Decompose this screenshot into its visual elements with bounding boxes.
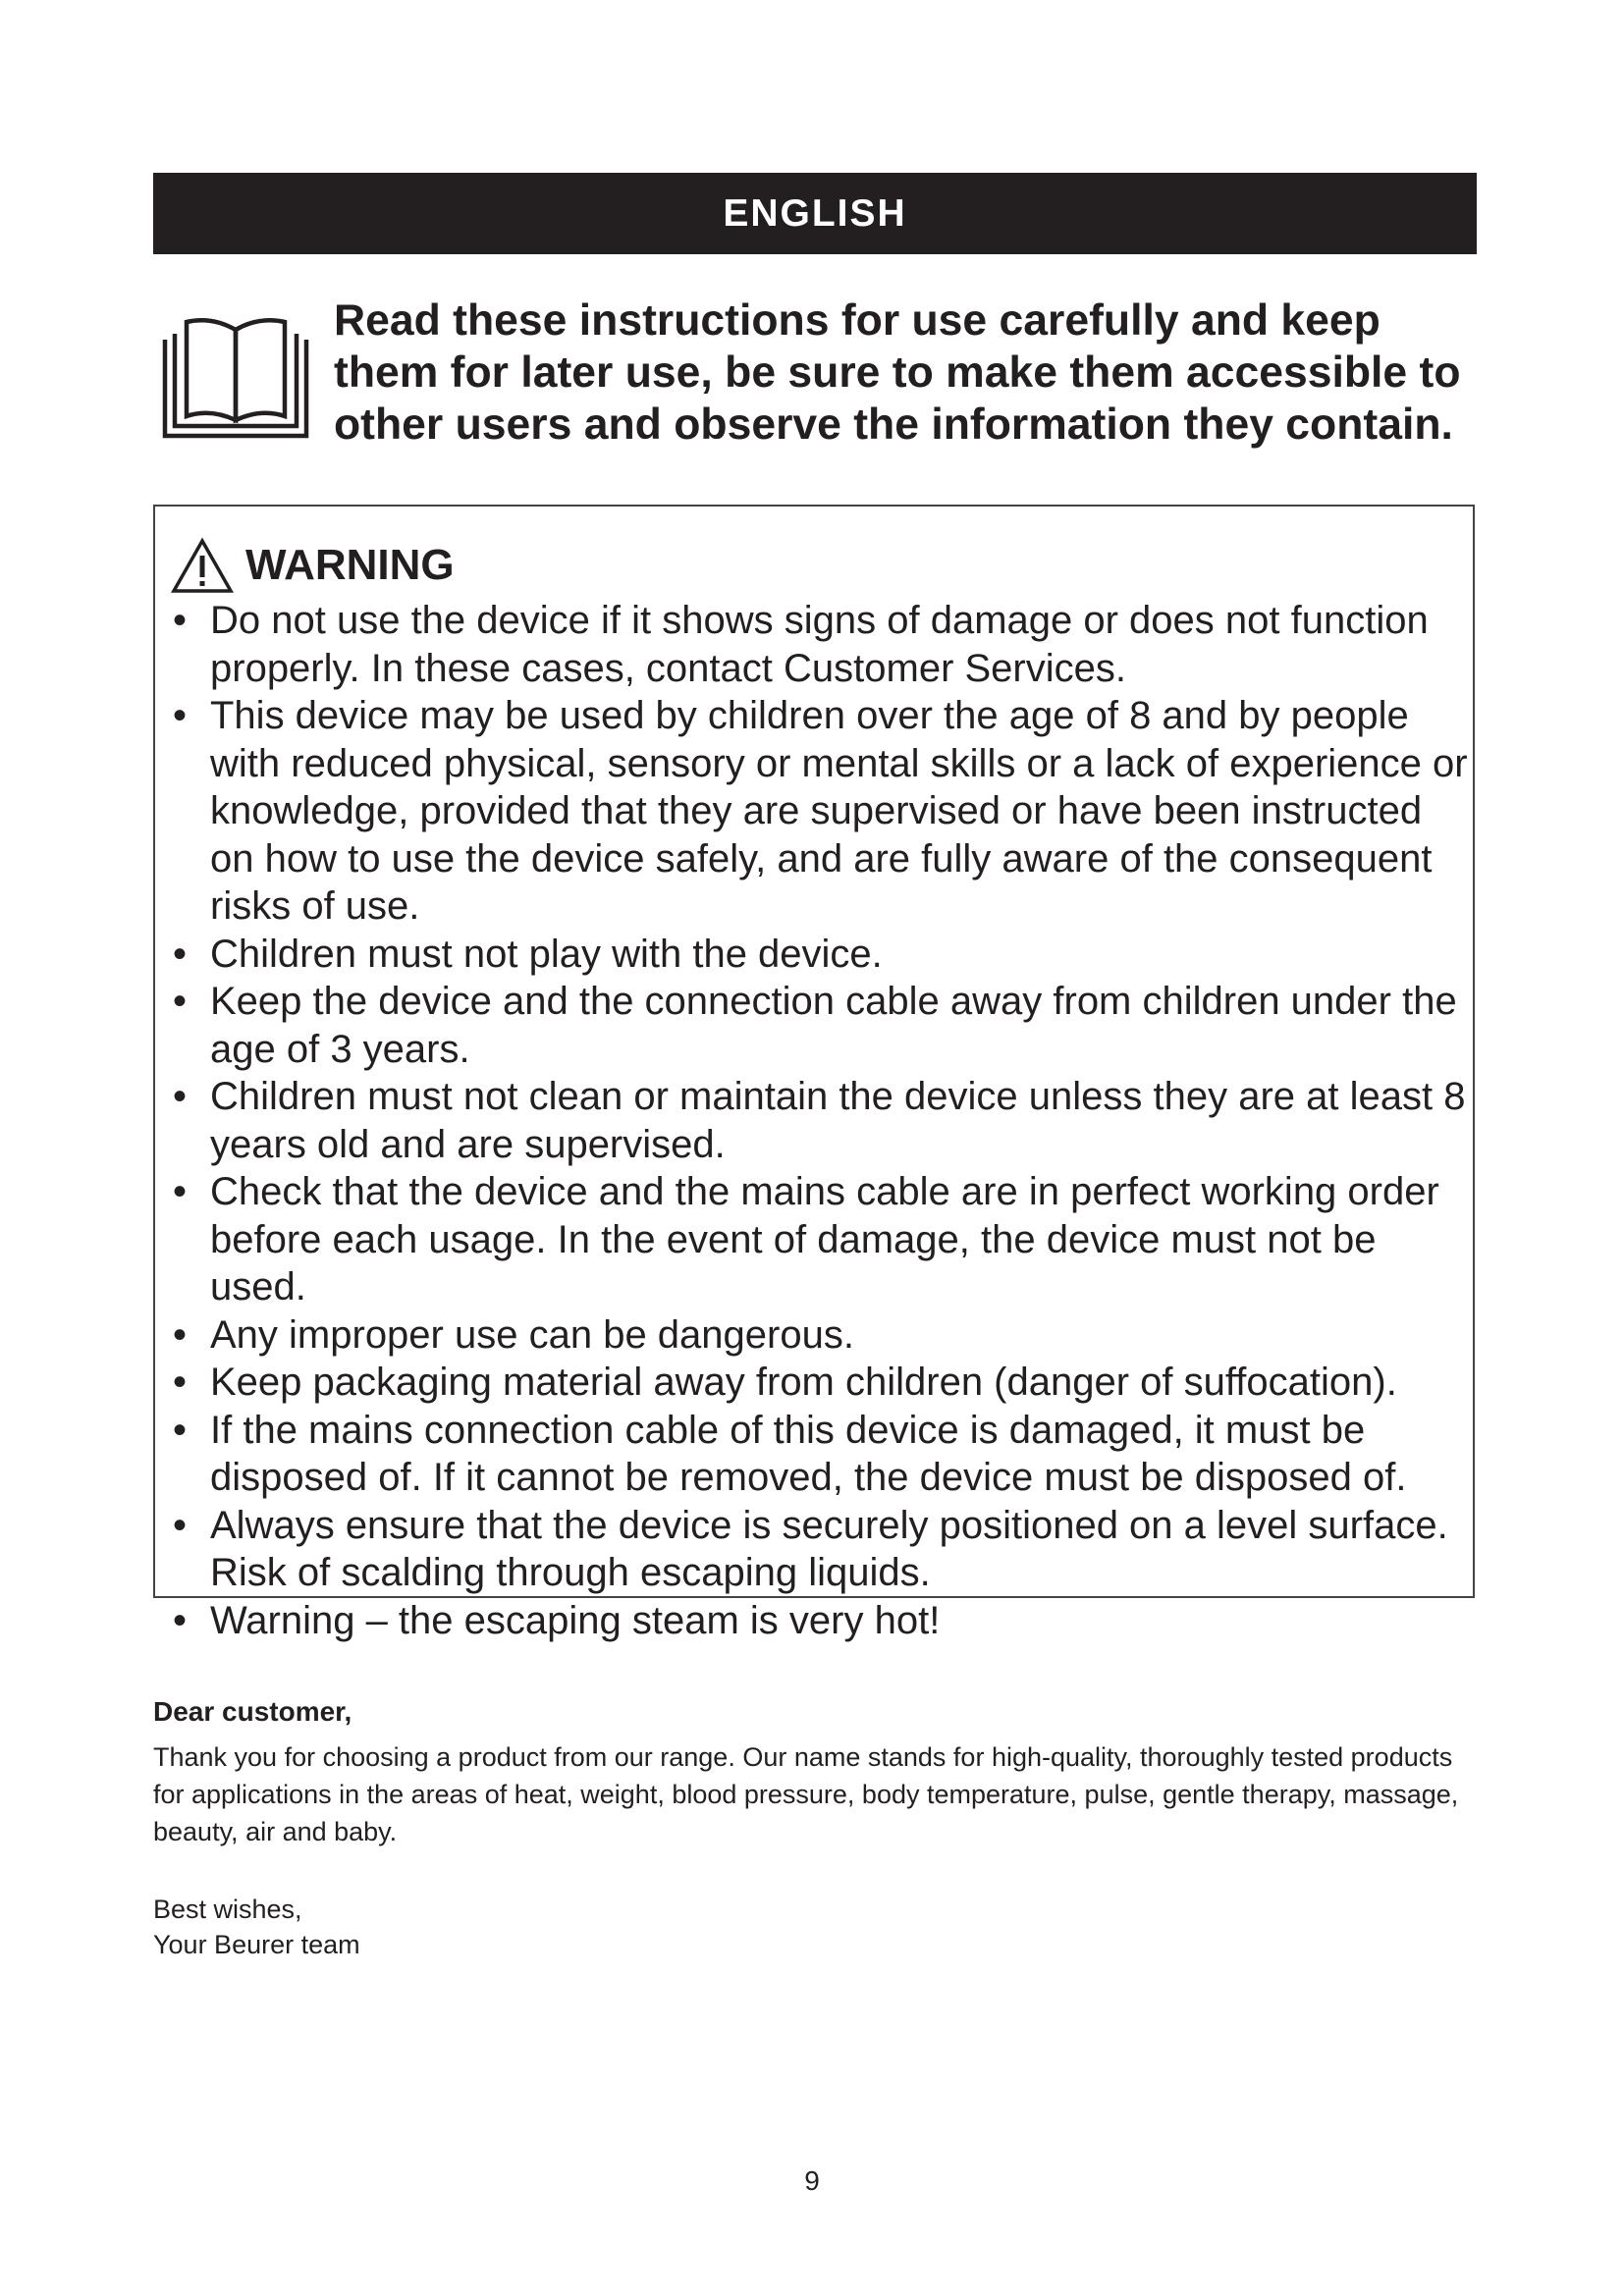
bullet-icon: • [173, 1503, 188, 1547]
bullet-icon: • [173, 1361, 188, 1404]
warning-header [171, 536, 455, 595]
warning-item [169, 597, 1475, 692]
language-banner [153, 173, 1477, 254]
warning-title: WARNING [245, 541, 455, 589]
warning-item [169, 931, 1475, 979]
warning-triangle-icon [171, 537, 234, 594]
warning-item-text: Keep the device and the connection cable away from children under the age of 3 years. [210, 980, 1457, 1071]
bullet-icon: • [173, 1598, 188, 1642]
bullet-icon: • [173, 599, 188, 642]
warning-item [169, 692, 1475, 931]
warning-item-text: Warning – the escaping steam is very hot! [210, 1598, 941, 1642]
letter-closing: Best wishes, [153, 1895, 302, 1924]
warning-item [169, 1502, 1475, 1597]
language-title: ENGLISH [723, 191, 907, 235]
bullet-icon: • [173, 694, 188, 737]
page-number: 9 [804, 2165, 820, 2196]
warning-item [169, 1311, 1475, 1360]
warning-item-text: Keep packaging material away from children (danger of suffocation). [210, 1361, 1397, 1404]
letter-signature: Your Beurer team [153, 1930, 360, 1959]
warning-item [169, 1597, 1475, 1645]
warning-item-text: Children must not clean or maintain the device unless they are at least 8 years old and are supervised. [210, 1075, 1466, 1166]
book-icon [161, 312, 310, 442]
warning-item-text: Always ensure that the device is securely positioned on a level surface. Risk of scalding through escaping liquids. [210, 1503, 1448, 1594]
warning-item [169, 1407, 1475, 1502]
bullet-icon: • [173, 980, 188, 1023]
warning-box [153, 505, 1475, 1642]
warning-list [169, 597, 1475, 1644]
warning-item [169, 1168, 1475, 1311]
letter-greeting: Dear customer, [153, 1696, 352, 1727]
letter-body: Thank you for choosing a product from our range. Our name stands for high-quality, thoroughly tested products for applications in the areas of heat, weight, blood pressure, body temperature, pulse, gentle therapy, massage, beauty, air and baby. [153, 1742, 1459, 1846]
bullet-icon: • [173, 1075, 188, 1118]
bullet-icon: • [173, 1408, 188, 1452]
warning-item-text: This device may be used by children over the age of 8 and by people with reduced physical, sensory or mental skills or a lack of experience or knowledge, provided that they are supervised or have been instructed on how to use the device safely, and are fully aware of the consequent risks of use. [210, 694, 1468, 928]
warning-item [169, 978, 1475, 1073]
warning-item-text: Check that the device and the mains cable are in perfect working order before each usage. In the event of damage, the device must not be used. [210, 1170, 1439, 1308]
warning-item-text: If the mains connection cable of this device is damaged, it must be disposed of. If it cannot be removed, the device must be disposed of. [210, 1408, 1407, 1499]
bullet-icon: • [173, 1170, 188, 1213]
warning-item-text: Children must not play with the device. [210, 932, 883, 976]
warning-item [169, 1073, 1475, 1168]
bullet-icon: • [173, 932, 188, 976]
warning-item [169, 1359, 1475, 1407]
bullet-icon: • [173, 1312, 188, 1357]
warning-item-text: Do not use the device if it shows signs of damage or does not function properly. In these cases, contact Customer Services. [210, 599, 1429, 690]
warning-item-text: Any improper use can be dangerous. [210, 1312, 854, 1357]
intro-text: Read these instructions for use carefully and keep them for later use, be sure to make them accessible to other users and observe the information they contain. [334, 296, 1461, 449]
